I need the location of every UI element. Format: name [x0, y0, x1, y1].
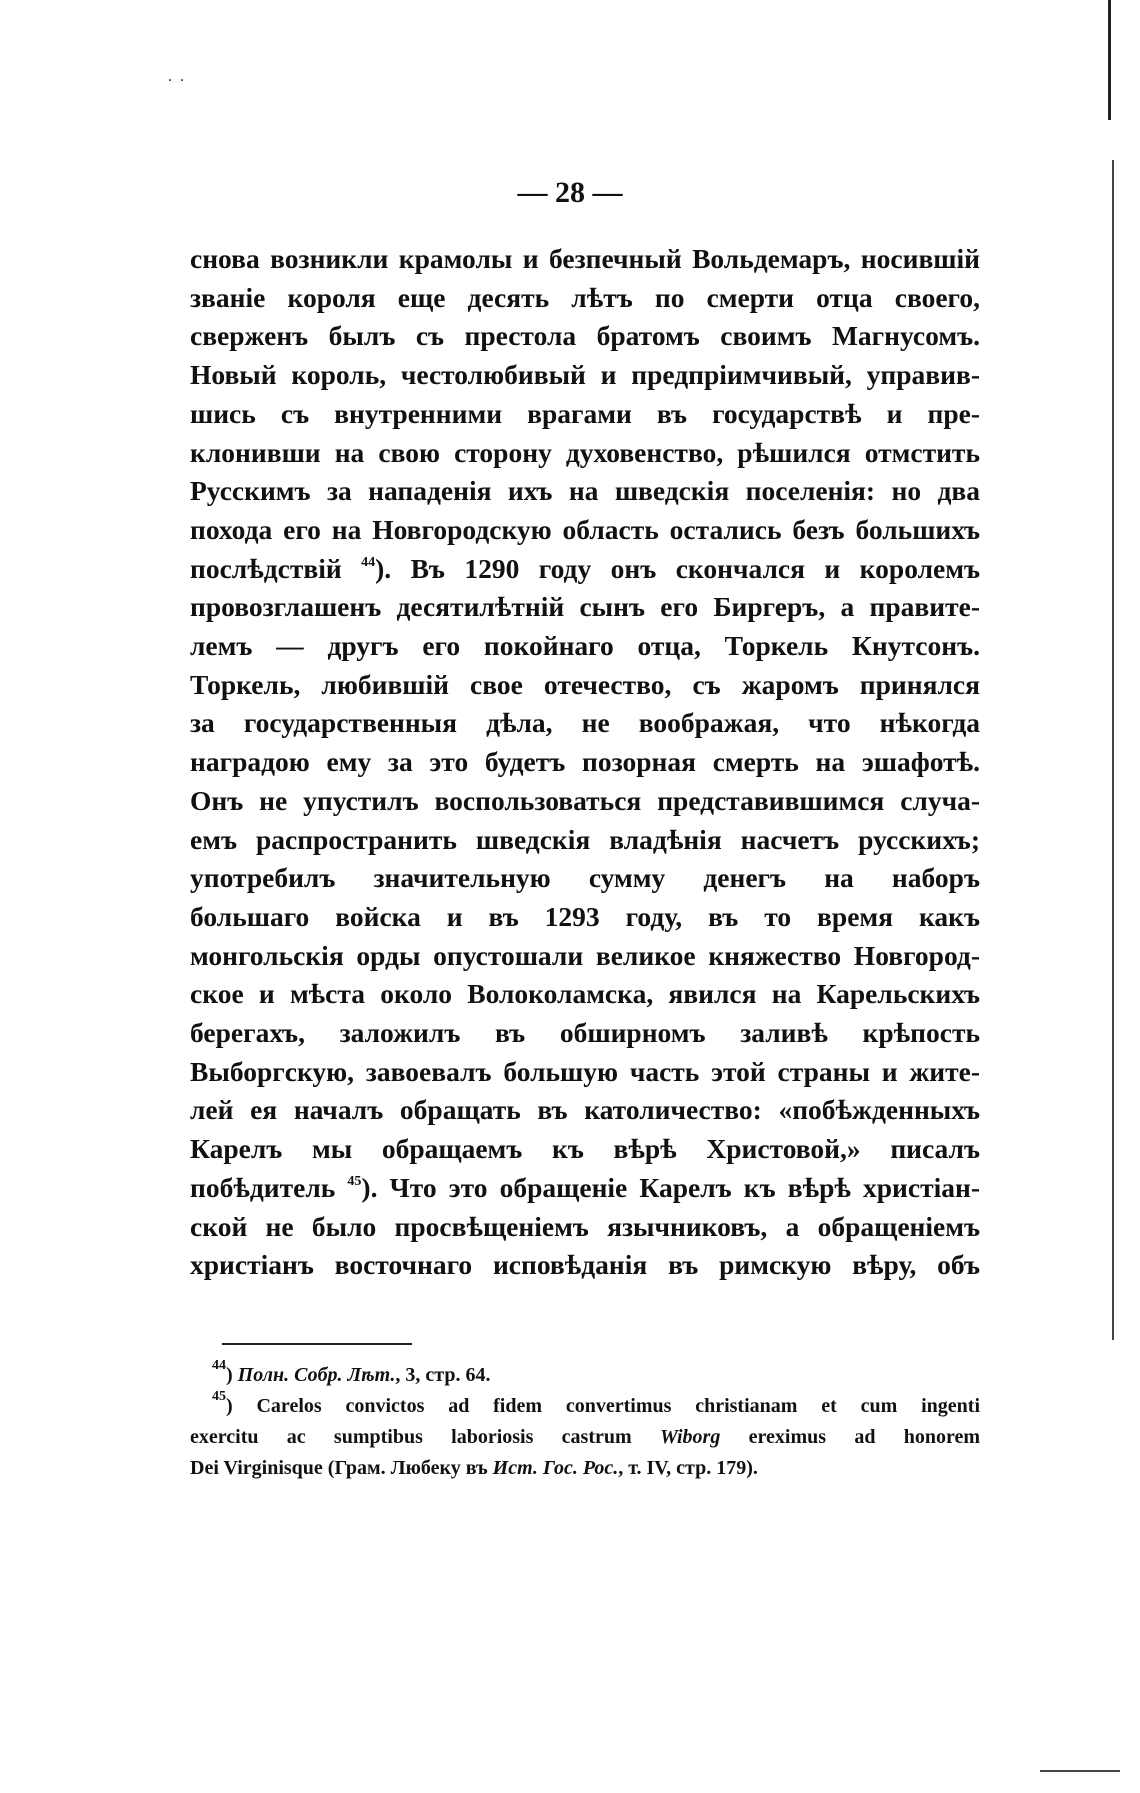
text-segment: побѣдитель: [190, 1171, 336, 1203]
text-line: употребилъ значительную сумму денегъ на наборъ: [190, 862, 980, 894]
footnote-text: exercitu ac sumptibus laboriosis castrum: [190, 1426, 632, 1448]
footnote-ref-detail: , 3, стр. 64.: [395, 1364, 491, 1386]
text-line: емъ распространить шведскія владѣнія насчетъ русскихъ;: [190, 823, 980, 855]
footnote-italic: Wiborg: [659, 1426, 721, 1448]
text-line: берегахъ, заложилъ въ обширномъ заливѣ крѣпость: [190, 1017, 980, 1049]
footnote-45-line-3: [190, 1453, 980, 1484]
footnote-text: ereximus ad honorem: [748, 1426, 981, 1448]
footnote-text: Dei Virginisque (Грам. Любеку въ: [190, 1457, 488, 1479]
text-line: провозглашенъ десятилѣтній сынъ его Биргеръ, а правите-: [190, 591, 980, 623]
text-line: ской не было просвѣщеніемъ язычниковъ, а обращеніемъ: [190, 1210, 980, 1242]
text-line: Карелъ мы обращаемъ къ вѣрѣ Христовой,» писалъ: [190, 1133, 980, 1165]
text-line: монгольскія орды опустошали великое княжество Новгород-: [190, 939, 980, 971]
text-line: клонивши на свою сторону духовенство, рѣшился отмстить: [190, 436, 980, 468]
footnote-text: ) Carelos convictos ad fidem convertimus christianam et cum ingenti: [226, 1395, 980, 1417]
page-edge-line: [1108, 0, 1111, 120]
page-edge-line-lower: [1112, 160, 1114, 1340]
text-line: Новый король, честолюбивый и предпріимчивый, управив-: [190, 359, 980, 391]
footnote-ref-44: 44: [361, 554, 376, 570]
footnotes: [190, 1360, 980, 1484]
text-line: большаго войска и въ 1293 году, въ то время какъ: [190, 900, 980, 932]
footnote-45-line-1: [190, 1391, 980, 1422]
footnote-paren: ): [226, 1364, 233, 1386]
text-segment: послѣдствій: [190, 552, 342, 584]
text-line-with-footnote-44: [190, 550, 980, 589]
footnote-44: [190, 1360, 980, 1391]
scan-bottom-mark: [1040, 1770, 1120, 1772]
text-line: похода его на Новгородскую область остались безъ большихъ: [190, 513, 980, 545]
text-line: Выборгскую, завоевалъ большую часть этой страны и жите-: [190, 1055, 980, 1087]
footnote-45-line-2: [190, 1422, 980, 1453]
footnote-ref-45: 45: [347, 1173, 362, 1189]
footnote-source: Полн. Собр. Лѣт.: [237, 1364, 396, 1386]
scan-specks: . .: [168, 68, 186, 85]
text-line: лемъ — другъ его покойнаго отца, Торкель Кнутсонъ.: [190, 630, 980, 662]
text-line: христіанъ восточнаго исповѣданія въ римскую вѣру, объ: [190, 1249, 980, 1281]
text-segment: ). Въ 1290 году онъ скончался и королемъ: [375, 552, 980, 584]
text-line: Торкель, любившій свое отечество, съ жаромъ принялся: [190, 668, 980, 700]
page-number: — 28 —: [517, 176, 623, 209]
text-line: Онъ не упустилъ воспользоваться представившимся случа-: [190, 784, 980, 816]
body-text: [190, 240, 980, 1285]
text-line: снова возникли крамолы и безпечный Вольдемаръ, носившій: [190, 243, 980, 274]
text-line: званіе короля еще десять лѣтъ по смерти отца своего,: [190, 281, 980, 313]
text-line: Русскимъ за нападенія ихъ на шведскія поселенія: но два: [190, 475, 980, 507]
text-line: наградою ему за это будетъ позорная смерть на эшафотѣ.: [190, 746, 980, 778]
text-line-with-footnote-45: [190, 1169, 980, 1208]
footnote-mark: 44: [212, 1358, 226, 1373]
text-line: шись съ внутренними врагами въ государствѣ и пре-: [190, 397, 980, 429]
footnote-italic: Ист. Гос. Рос.: [492, 1457, 619, 1479]
footnote-divider: [222, 1343, 412, 1345]
footnote-mark: 45: [212, 1389, 226, 1404]
text-segment: ). Что это обращеніе Карелъ къ вѣрѣ христіан-: [361, 1171, 980, 1203]
text-line: за государственныя дѣла, не воображая, что нѣкогда: [190, 707, 980, 739]
text-line: ское и мѣста около Волоколамска, явился на Карельскихъ: [190, 978, 980, 1010]
text-line: сверженъ былъ съ престола братомъ своимъ Магнусомъ.: [190, 320, 980, 352]
footnote-text: , т. IV, стр. 179).: [618, 1457, 758, 1479]
text-line: лей ея началъ обращать въ католичество: «побѣжденныхъ: [190, 1094, 980, 1126]
